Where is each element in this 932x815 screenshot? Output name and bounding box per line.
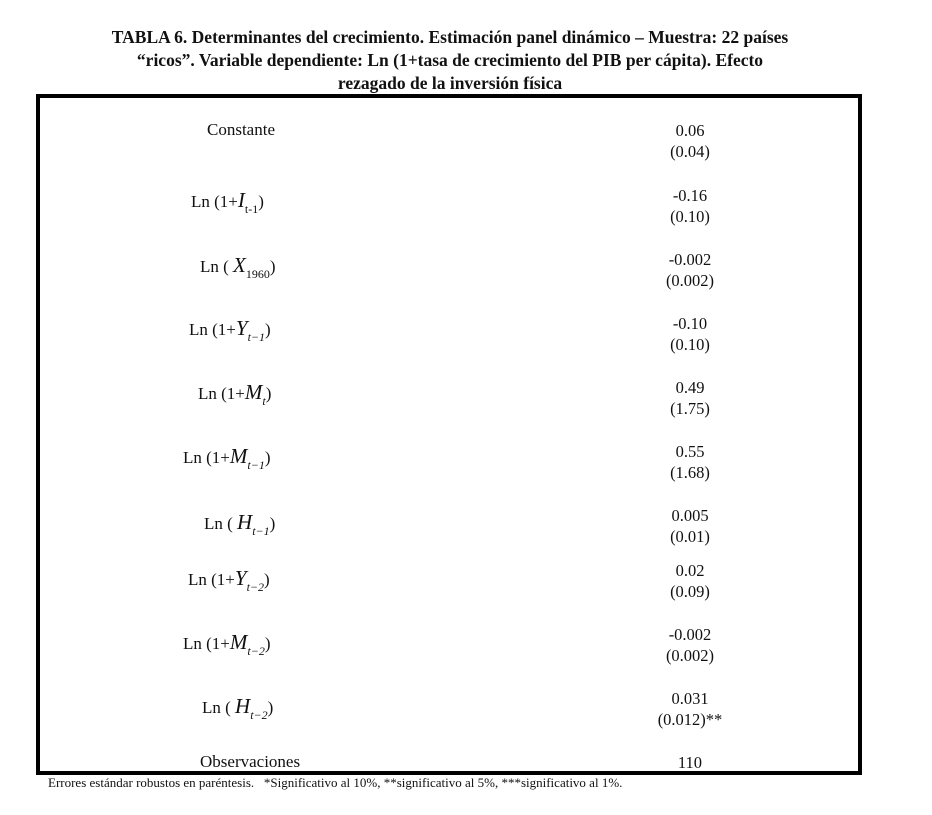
standard-error: (0.01): [670, 527, 710, 546]
row-label: Ln $(1+Y_{t-1})$: [189, 316, 271, 344]
coefficient: 0.005: [671, 506, 709, 525]
standard-error: (0.002): [665, 271, 715, 290]
coefficient: -0.10: [672, 314, 708, 333]
table-footnote: Errores estándar robustos en paréntesis. *Significativo al 10%, **significativo al 5%, ***significativo al 1%.: [48, 775, 623, 790]
title-line-1: TABLA 6. Determinantes del crecimiento. Estimación panel dinámico – Muestra: 22 países: [111, 27, 789, 47]
row-values: [600, 560, 780, 602]
row-values: [600, 441, 780, 483]
standard-error: (0.002): [665, 646, 715, 665]
row-label: Ln $(1+M_{t-1})$: [183, 444, 271, 472]
observations-label: Observaciones: [200, 752, 301, 771]
coefficient: 0.06: [675, 121, 705, 140]
regression-table: [36, 94, 862, 775]
standard-error: (1.75): [670, 399, 710, 418]
row-values: [600, 505, 780, 547]
title-line-3: rezagado de la inversión física: [337, 73, 563, 93]
row-label: Constante: [207, 120, 275, 139]
row-values: [600, 313, 780, 355]
coefficient: -0.002: [668, 250, 712, 269]
standard-error: (0.04): [670, 142, 710, 161]
observations-value: 110: [677, 753, 703, 772]
coefficient: -0.002: [668, 625, 712, 644]
row-label: Ln ( $H_{t-2}$): [202, 694, 274, 722]
standard-error: (0.10): [670, 207, 710, 226]
standard-error: (1.68): [670, 463, 710, 482]
row-values: [600, 249, 780, 291]
row-values: [600, 377, 780, 419]
row-values: [600, 624, 780, 666]
row-label: Ln $(1+M_{t-2})$: [183, 630, 271, 658]
row-label: Ln $(1+M_t)$: [198, 380, 272, 408]
row-label: Ln ( $X_{1960}$): [200, 253, 276, 281]
coefficient: 0.49: [675, 378, 705, 397]
row-label: Ln ( $H_{t-1}$): [204, 510, 276, 538]
row-values: [600, 185, 780, 227]
coefficient: 0.02: [675, 561, 705, 580]
standard-error: (0.012)**: [657, 710, 723, 729]
row-label: Ln $(1+Y_{t-2})$: [188, 566, 270, 594]
coefficient: 0.031: [671, 689, 709, 708]
row-values: [600, 752, 780, 773]
row-label: Ln $(1+I_{t-1})$: [191, 188, 264, 216]
row-values: [600, 688, 780, 730]
coefficient: -0.16: [672, 186, 708, 205]
standard-error: (0.10): [670, 335, 710, 354]
standard-error: (0.09): [670, 582, 710, 601]
coefficient: 0.55: [675, 442, 705, 461]
row-values: [600, 120, 780, 162]
title-line-2: “ricos”. Variable dependiente: Ln (1+tasa de crecimiento del PIB per cápita). Efecto: [136, 50, 764, 70]
table-title: [40, 26, 860, 95]
